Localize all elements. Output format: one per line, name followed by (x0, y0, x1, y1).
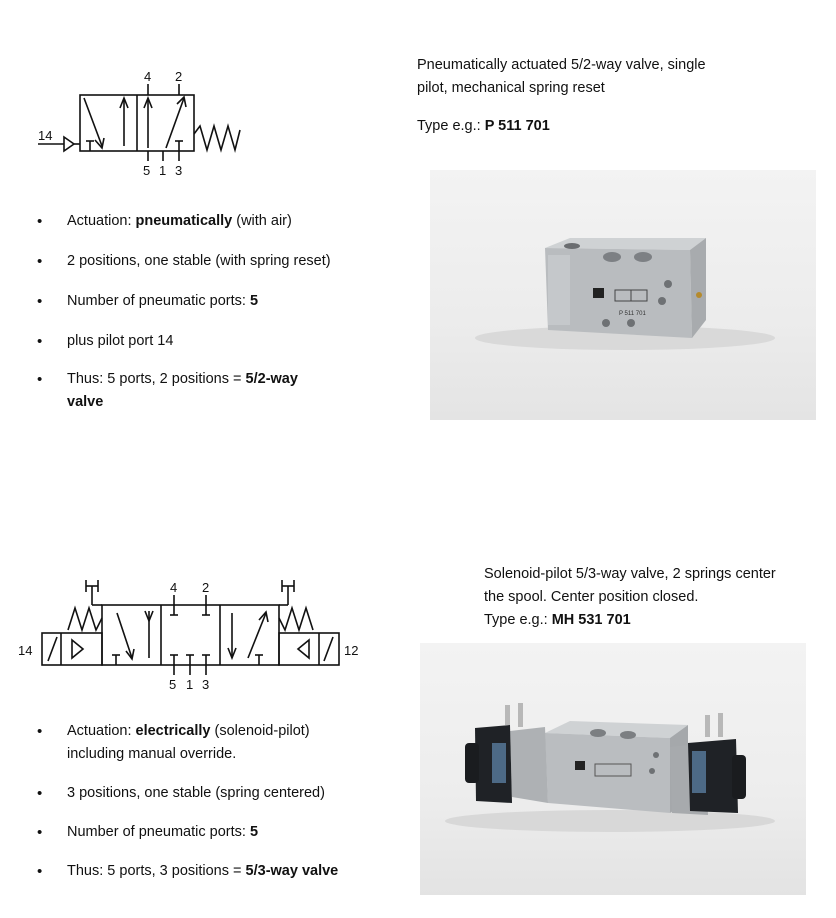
v2-port-5: 5 (169, 677, 177, 692)
bullet-bold: pneumatically (135, 213, 233, 229)
bullet-text: Number of pneumatic ports: (67, 293, 250, 309)
valve2-type-value: MH 531 701 (551, 612, 631, 628)
valve1-type-prefix: Type e.g.: (417, 118, 481, 134)
valve2-type (484, 609, 776, 632)
valve1-description (417, 54, 706, 100)
valve1-bullet (38, 368, 368, 414)
valve1-photo-drawing (430, 170, 816, 420)
valve1-photo-label: P 511 701 (619, 311, 646, 317)
v1-port-1: 1 (159, 163, 167, 178)
valve1-bullet (38, 330, 368, 353)
valve2-desc-line2: the spool. Center position closed. (484, 589, 699, 605)
bullet-text: Thus: 5 ports, 2 positions = (67, 371, 246, 387)
v2-port-12: 12 (344, 643, 359, 658)
bullet-text: Number of pneumatic ports: (67, 824, 250, 840)
bullet-bold: 5/3-way valve (245, 863, 339, 879)
bullet-text: (with air) (232, 213, 292, 229)
v2-port-14: 14 (18, 643, 33, 658)
valve2-symbol (16, 578, 362, 692)
bullet-text: Thus: 5 ports, 3 positions = (67, 863, 246, 879)
valve2-desc-line1: Solenoid-pilot 5/3-way valve, 2 springs center (484, 566, 776, 582)
valve2-bullet (38, 782, 378, 805)
valve2-bullet (38, 720, 378, 766)
bullet-text: plus pilot port 14 (67, 333, 174, 349)
valve1-desc-line1: Pneumatically actuated 5/2-way valve, single (417, 57, 706, 73)
valve1-desc-line2: pilot, mechanical spring reset (417, 80, 605, 96)
valve1-photo (430, 170, 816, 420)
bullet-text: Actuation: (67, 213, 136, 229)
valve1-bullet-list (38, 210, 368, 414)
bullet-bold: 5/2-way (245, 371, 298, 387)
bullet-text: Actuation: (67, 723, 136, 739)
valve1-symbol (36, 68, 246, 180)
valve1-type (417, 115, 550, 138)
v1-port-14: 14 (38, 128, 53, 143)
bullet-text: (solenoid-pilot) (210, 723, 310, 739)
bullet-text: 3 positions, one stable (spring centered) (67, 785, 325, 801)
bullet-text: including manual override. (67, 746, 237, 762)
bullet-bold: valve (67, 394, 104, 410)
v2-port-3: 3 (202, 677, 210, 692)
bullet-bold: electrically (135, 723, 211, 739)
v1-port-5: 5 (143, 163, 151, 178)
valve2-description (484, 563, 776, 632)
v1-port-3: 3 (175, 163, 183, 178)
v1-port-2: 2 (175, 69, 183, 84)
v2-port-2: 2 (202, 580, 210, 595)
v1-port-4: 4 (144, 69, 152, 84)
valve2-type-prefix: Type e.g.: (484, 612, 548, 628)
valve1-bullet (38, 210, 368, 233)
valve2-bullet-list (38, 720, 378, 883)
valve2-photo-drawing (420, 643, 806, 895)
bullet-bold: 5 (249, 293, 259, 309)
bullet-bold: 5 (249, 824, 259, 840)
valve2-bullet (38, 860, 378, 883)
valve1-bullet (38, 250, 368, 273)
valve2-photo (420, 643, 806, 895)
valve1-type-value: P 511 701 (484, 118, 550, 134)
bullet-text: 2 positions, one stable (with spring reset) (67, 253, 331, 269)
valve2-bullet (38, 821, 378, 844)
valve1-bullet (38, 290, 368, 313)
v2-port-4: 4 (170, 580, 178, 595)
v2-port-1: 1 (186, 677, 194, 692)
